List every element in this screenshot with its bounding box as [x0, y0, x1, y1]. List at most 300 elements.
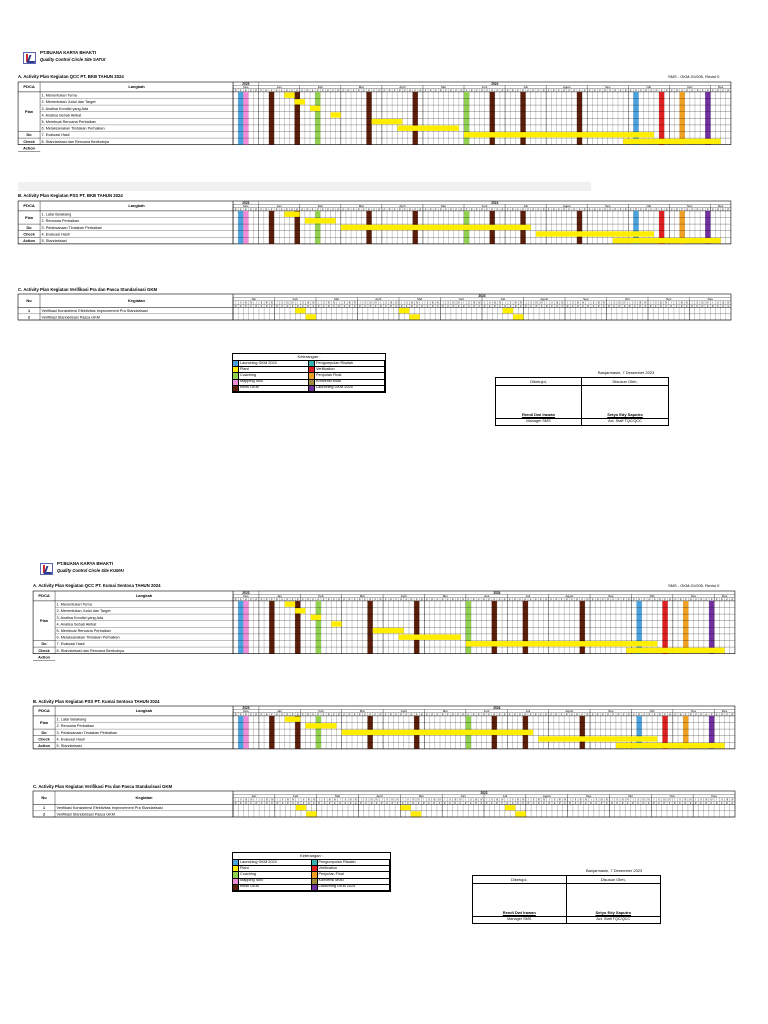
week-label: III: [663, 798, 666, 802]
pdca-group-label: Check: [23, 139, 35, 144]
week-pf: F: [374, 598, 377, 602]
week-pf: F: [395, 305, 398, 308]
signature-author: [582, 378, 668, 425]
week-pf: P: [327, 89, 329, 93]
week-label: IV: [374, 301, 377, 305]
week-pf: P: [286, 89, 288, 93]
week-pf: F: [675, 305, 678, 308]
section-b-title: B. Activity Plan Kegiatan PSS PT. BKB TAHUN 2024: [18, 193, 123, 198]
week-pf: F: [537, 208, 540, 212]
week-pf: P: [700, 713, 703, 717]
week-pf: P: [296, 208, 299, 212]
plan-bar: [373, 628, 404, 633]
week-pf: P: [665, 208, 668, 212]
week-pf: F: [352, 208, 355, 212]
week-pf: F: [239, 208, 242, 212]
legend-box: [232, 852, 391, 892]
week-pf: P: [679, 713, 682, 717]
week-pf: F: [457, 713, 459, 717]
step-label: 1. Latar Belakang: [56, 717, 87, 722]
week-pf: F: [240, 802, 242, 805]
month-label: April: [375, 297, 382, 302]
week-pf: P: [234, 305, 237, 308]
week-pf: P: [400, 305, 403, 308]
week-label: II: [302, 301, 304, 305]
week-pf: F: [302, 713, 304, 717]
week-pf: F: [281, 89, 283, 93]
verifikasi-mark: [400, 805, 410, 810]
month-label: Des: [721, 593, 728, 598]
week-pf: P: [255, 208, 257, 212]
week-label: IV: [416, 301, 419, 305]
month-label: Des: [718, 84, 724, 89]
week-label: II: [679, 798, 681, 802]
gantt-svg: [33, 706, 735, 749]
week-label: III: [537, 798, 540, 802]
week-pf: F: [311, 89, 314, 93]
week-pf: P: [579, 802, 582, 805]
step-label: 4. Analisa Sebab Akibat: [41, 113, 82, 118]
site-subtitle: Quality Control Circle Site SATUI: [40, 57, 106, 62]
signature-box: [495, 377, 669, 426]
week-label: III: [410, 301, 413, 305]
week-pf: P: [359, 305, 361, 308]
week-pf: P: [400, 713, 403, 717]
doc-code: SMS - GKM-01/005, Revisi 0: [668, 74, 720, 79]
milestone-column: [243, 716, 248, 749]
week-pf: P: [378, 208, 381, 212]
week-pf: P: [618, 305, 621, 308]
week-label: II: [261, 798, 263, 802]
week-pf: P: [721, 598, 723, 602]
week-pf: F: [509, 305, 512, 308]
week-pf: P: [691, 305, 693, 308]
week-pf: P: [234, 713, 237, 717]
week-pf: P: [276, 713, 278, 717]
week-pf: P: [542, 208, 545, 212]
step-label: 6. Melaksanakan Tindakan Perbaikan: [56, 635, 120, 640]
week-label: IV: [626, 798, 629, 802]
week-pf: F: [581, 713, 584, 717]
week-pf: P: [594, 208, 596, 212]
verifikasi-mark: [503, 308, 513, 313]
week-label: IV: [540, 301, 543, 305]
week-pf: P: [501, 89, 504, 93]
week-pf: F: [239, 89, 242, 93]
week-label: I: [525, 301, 527, 305]
week-label: IV: [438, 798, 441, 802]
week-pf: F: [312, 598, 315, 602]
week-label: I: [277, 798, 278, 802]
week-pf: P: [511, 208, 514, 212]
week-pf: P: [627, 598, 630, 602]
step-label: 1. Latar Belakang: [41, 212, 72, 217]
week-label: III: [535, 301, 538, 305]
header-pdca: PDCA: [38, 593, 50, 599]
week-label: I: [546, 301, 548, 305]
week-pf: P: [327, 713, 330, 717]
header-langkah: Langkah: [128, 84, 145, 90]
week-pf: F: [352, 89, 355, 93]
week-pf: F: [591, 598, 594, 602]
row-no: 1: [42, 806, 46, 811]
milestone-column: [243, 211, 248, 244]
pdca-group-label: Action: [23, 146, 35, 151]
week-pf: P: [545, 598, 547, 602]
week-pf: F: [695, 598, 697, 602]
week-pf: P: [545, 305, 548, 308]
week-label: II: [637, 798, 639, 802]
week-pf: F: [344, 802, 347, 805]
week-pf: F: [374, 713, 377, 717]
week-pf: P: [357, 208, 360, 212]
week-pf: F: [478, 305, 481, 308]
week-pf: F: [396, 802, 399, 805]
week-pf: F: [602, 598, 604, 602]
header-no: No: [26, 298, 32, 304]
week-pf: P: [390, 305, 393, 308]
week-pf: P: [287, 802, 289, 805]
week-pf: P: [433, 802, 436, 805]
week-pf: F: [592, 305, 595, 308]
year-label: 2024: [493, 705, 501, 710]
kegiatan-label: Verifikasi Konsistensi Efektivitas Improvement Pra Standarisasi: [41, 309, 148, 314]
week-pf: F: [716, 713, 718, 717]
week-label: II: [717, 301, 719, 305]
week-pf: F: [395, 713, 397, 717]
week-pf: P: [534, 713, 537, 717]
step-label: 3. Pelaksanaan Tindakan Perbaikan: [41, 225, 103, 230]
week-pf: P: [731, 713, 734, 717]
week-pf: F: [520, 305, 522, 308]
week-pf: F: [588, 89, 591, 93]
month-label: Agust: [562, 84, 571, 89]
month-label: Juni: [458, 297, 465, 302]
week-label: III: [618, 301, 621, 305]
week-pf: F: [622, 713, 625, 717]
signature-columns: [473, 876, 660, 923]
week-pf: F: [509, 598, 511, 602]
week-pf: F: [710, 802, 713, 805]
week-pf: P: [642, 802, 645, 805]
week-pf: F: [322, 598, 325, 602]
week-pf: F: [373, 208, 375, 212]
week-pf: F: [550, 713, 553, 717]
week-label: I: [611, 798, 613, 802]
plan-bar: [331, 112, 341, 117]
week-pf: F: [363, 208, 365, 212]
week-label: IV: [519, 301, 523, 305]
week-pf: P: [470, 208, 473, 212]
legend-label: Mapping Skill: [240, 878, 263, 883]
week-pf: P: [327, 598, 330, 602]
week-label: III: [286, 301, 289, 305]
month-label: Agust: [542, 794, 551, 799]
week-pf: F: [445, 89, 447, 93]
week-label: IV: [478, 301, 481, 305]
week-pf: F: [722, 89, 725, 93]
plan-bar: [305, 218, 336, 223]
week-label: III: [493, 301, 496, 305]
week-pf: P: [696, 208, 699, 212]
week-pf: P: [431, 305, 434, 308]
week-pf: P: [360, 802, 362, 805]
week-pf: F: [240, 598, 242, 602]
week-pf: F: [627, 802, 629, 805]
week-label: III: [642, 798, 645, 802]
week-label: IV: [668, 798, 671, 802]
week-pf: P: [297, 802, 300, 805]
week-pf: F: [332, 89, 334, 93]
year-label: 2022: [480, 790, 488, 795]
header-kegiatan: Kegiatan: [135, 795, 153, 801]
milestone-column: [577, 211, 582, 244]
week-pf: P: [421, 713, 423, 717]
plan-bar: [284, 92, 294, 97]
week-pf: F: [712, 208, 714, 212]
plan-bar: [284, 211, 299, 216]
week-pf: F: [498, 713, 501, 717]
week-label: IV: [270, 301, 274, 305]
month-label: April: [400, 593, 407, 598]
week-pf: F: [467, 598, 470, 602]
week-pf: P: [452, 713, 454, 717]
kegiatan-label: Verifikasi Standarisasi Pasca GKM: [41, 315, 100, 320]
week-pf: P: [472, 713, 475, 717]
week-pf: F: [354, 305, 356, 308]
week-pf: P: [555, 598, 558, 602]
week-pf: P: [648, 598, 651, 602]
week-pf: P: [296, 598, 299, 602]
week-pf: P: [245, 713, 247, 717]
week-label: IV: [292, 798, 295, 802]
week-pf: P: [600, 802, 603, 805]
header-langkah: Langkah: [135, 708, 153, 714]
week-label: I: [712, 301, 714, 305]
week-label: IV: [582, 301, 585, 305]
week-label: II: [385, 301, 387, 305]
week-pf: F: [686, 305, 688, 308]
legend-label: Plant: [240, 366, 249, 371]
week-label: I: [380, 301, 382, 305]
week-label: I: [486, 798, 487, 802]
week-pf: F: [250, 802, 253, 805]
week-label: I: [318, 301, 319, 305]
week-pf: F: [717, 305, 719, 308]
plan-bar: [616, 743, 725, 748]
week-label: IV: [501, 798, 504, 802]
sign-date: Banjarmasin, 7 Desember 2023: [598, 370, 655, 375]
week-pf: P: [328, 802, 331, 805]
week-pf: F: [405, 713, 408, 717]
week-label: I: [360, 798, 362, 802]
week-pf: F: [281, 713, 283, 717]
week-pf: F: [585, 802, 587, 805]
week-pf: F: [558, 89, 560, 93]
week-label: III: [576, 301, 579, 305]
week-pf: P: [460, 89, 463, 93]
week-pf: P: [686, 89, 689, 93]
week-pf: P: [255, 598, 258, 602]
month-label: Sep: [608, 708, 614, 713]
week-pf: F: [616, 802, 619, 805]
week-pf: P: [276, 802, 279, 805]
week-pf: P: [638, 598, 641, 602]
week-pf: P: [684, 802, 687, 805]
week-label: III: [579, 798, 582, 802]
signer-name: Setyo Edy Saputro: [607, 412, 643, 417]
week-pf: P: [429, 89, 432, 93]
week-label: III: [390, 301, 393, 305]
week-pf: F: [465, 89, 468, 93]
week-pf: F: [633, 713, 635, 717]
month-label: Jan: [277, 708, 283, 713]
week-pf: P: [563, 208, 565, 212]
week-pf: P: [389, 598, 392, 602]
plan-bar: [626, 648, 724, 653]
week-label: IV: [623, 301, 626, 305]
shade-band: [18, 182, 591, 191]
week-label: IV: [375, 798, 378, 802]
week-pf: F: [447, 305, 450, 308]
week-pf: P: [328, 305, 330, 308]
week-label: III: [659, 301, 662, 305]
week-pf: F: [437, 305, 439, 308]
week-pf: P: [711, 305, 714, 308]
week-pf: P: [358, 598, 361, 602]
week-pf: P: [338, 713, 340, 717]
week-label: IV: [312, 798, 316, 802]
week-label: IV: [480, 798, 483, 802]
week-pf: P: [660, 305, 662, 308]
step-label: 5. Membuat Rencana Perbaikan: [56, 628, 111, 633]
week-pf: P: [296, 89, 299, 93]
week-pf: P: [472, 598, 475, 602]
year-label: 2023: [242, 200, 250, 205]
week-label: IV: [395, 301, 398, 305]
week-pf: F: [383, 208, 386, 212]
week-pf: F: [619, 89, 622, 93]
week-pf: P: [604, 208, 607, 212]
signer-name: Setyo Edy Saputro: [595, 910, 632, 915]
week-pf: F: [647, 802, 650, 805]
plan-bar: [342, 730, 533, 735]
month-label: Juli: [500, 297, 506, 302]
week-label: II: [281, 301, 283, 305]
week-pf: P: [548, 802, 551, 805]
week-pf: P: [440, 208, 442, 212]
week-pf: P: [368, 89, 370, 93]
week-pf: P: [265, 713, 268, 717]
week-pf: P: [491, 208, 494, 212]
month-label: Feb: [318, 708, 324, 713]
week-pf: P: [517, 802, 519, 805]
row-no: 2: [27, 315, 31, 320]
week-pf: F: [281, 305, 284, 308]
week-pf: F: [488, 305, 491, 308]
week-pf: F: [691, 89, 694, 93]
plan-bar: [311, 615, 321, 620]
week-pf: P: [381, 802, 383, 805]
company-logo: [23, 52, 36, 64]
week-pf: P: [532, 208, 535, 212]
week-pf: F: [364, 598, 366, 602]
week-label: IV: [291, 301, 294, 305]
week-pf: P: [525, 305, 527, 308]
week-pf: F: [343, 598, 346, 602]
week-pf: F: [446, 713, 449, 717]
month-label: Juni: [483, 708, 490, 713]
signature-box: [472, 875, 661, 924]
week-pf: P: [506, 802, 509, 805]
week-pf: F: [342, 208, 345, 212]
week-pf: P: [614, 89, 617, 93]
week-label: III: [726, 798, 729, 802]
week-pf: F: [726, 598, 728, 602]
week-pf: P: [358, 713, 361, 717]
week-label: III: [265, 301, 268, 305]
week-pf: P: [307, 305, 310, 308]
week-label: III: [348, 301, 351, 305]
week-label: II: [509, 301, 512, 305]
week-pf: P: [649, 305, 652, 308]
month-label: Sep: [608, 593, 614, 598]
week-pf: P: [538, 802, 540, 805]
week-pf: F: [519, 713, 521, 717]
week-pf: F: [537, 89, 540, 93]
week-pf: F: [501, 802, 504, 805]
week-label: III: [475, 798, 478, 802]
month-label: Feb: [292, 297, 298, 302]
doc-code: SMS - GKM-01/005, Revisi 0: [668, 583, 720, 588]
week-pf: F: [599, 208, 601, 212]
week-label: II: [240, 798, 242, 802]
signature-approver: [496, 378, 582, 425]
week-label: II: [323, 301, 325, 305]
week-pf: F: [414, 208, 417, 212]
month-label: April: [376, 794, 383, 799]
section-c-title: C. Activity Plan Kegiatan Verifikasi Pra dan Pasca Standarisasi GKM: [18, 287, 158, 292]
week-pf: F: [292, 802, 294, 805]
pdca-group-label: Check: [38, 737, 50, 742]
week-pf: P: [617, 713, 620, 717]
week-pf: F: [364, 305, 367, 308]
week-pf: P: [694, 802, 697, 805]
week-pf: P: [234, 802, 237, 805]
week-pf: P: [534, 598, 537, 602]
week-label: I: [632, 798, 634, 802]
week-pf: F: [506, 208, 509, 212]
week-pf: P: [706, 208, 709, 212]
week-pf: P: [565, 598, 568, 602]
legend-label: Launching GKM 2024: [240, 360, 277, 365]
week-label: III: [621, 798, 624, 802]
week-pf: F: [312, 713, 315, 717]
week-pf: P: [379, 713, 382, 717]
week-pf: P: [501, 208, 504, 212]
week-pf: P: [255, 305, 258, 308]
week-label: II: [592, 301, 595, 305]
verifikasi-mark: [306, 314, 316, 319]
year-label: 2023: [242, 705, 250, 710]
week-pf: P: [504, 305, 507, 308]
week-pf: P: [357, 89, 360, 93]
milestone-column: [238, 211, 243, 244]
plan-bar: [295, 608, 305, 613]
week-pf: F: [407, 802, 409, 805]
week-pf: F: [551, 305, 553, 308]
week-pf: F: [527, 89, 529, 93]
